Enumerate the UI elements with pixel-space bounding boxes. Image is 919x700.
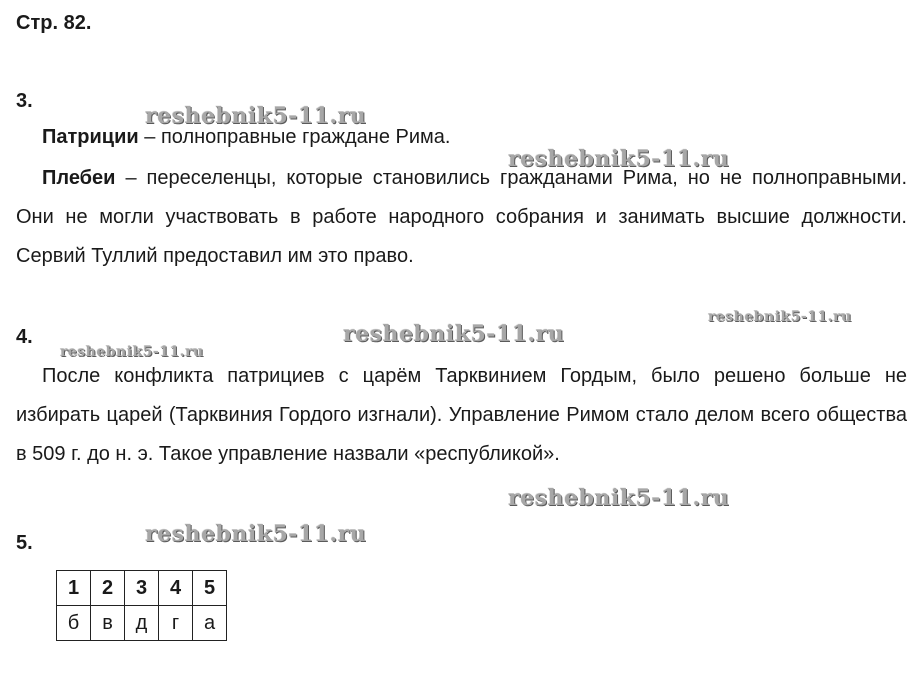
plebeians-term: Плебеи: [42, 167, 116, 189]
watermark: reshebnik5-11.ru: [508, 146, 730, 172]
task-3-plebeians: [16, 159, 907, 276]
answer-table-header-cell: 1: [57, 571, 91, 606]
task-3-number: 3.: [16, 90, 33, 112]
answer-table-header-cell: 5: [193, 571, 227, 606]
task-4-number: 4.: [16, 326, 33, 348]
page-header: Стр. 82.: [16, 12, 92, 34]
answer-table-header-row: [57, 571, 227, 606]
plebeians-definition: – переселенцы, которые становились гражданами Рима, но не полноправными. Они не могли участвовать в работе народного собрания и занимать высшие должности. Сервий Туллий предоставил им это право.: [16, 167, 907, 267]
answer-table-cell: г: [159, 606, 193, 641]
task-4-text: После конфликта патрициев с царём Тарквинием Гордым, было решено больше не избирать царей (Тарквиния Гордого изгнали). Управление Римом стало делом всего общества в 509 г. до н. э. Такое управление назвали «республикой».: [16, 365, 907, 465]
answer-table-cell: а: [193, 606, 227, 641]
watermark: reshebnik5-11.ru: [145, 103, 367, 129]
watermark: reshebnik5-11.ru: [60, 344, 204, 360]
answer-table-cell: б: [57, 606, 91, 641]
answer-table-header-cell: 4: [159, 571, 193, 606]
answer-table: [56, 570, 227, 641]
patricians-definition: – полноправные граждане Рима.: [138, 126, 451, 148]
answer-table-cell: д: [125, 606, 159, 641]
watermark: reshebnik5-11.ru: [343, 321, 565, 347]
task-5-number: 5.: [16, 532, 33, 554]
patricians-term: Патриции: [42, 126, 139, 148]
watermark: reshebnik5-11.ru: [145, 521, 367, 547]
answer-table-header-cell: 3: [125, 571, 159, 606]
answer-table-answer-row: [57, 606, 227, 641]
answer-table-cell: в: [91, 606, 125, 641]
watermark: reshebnik5-11.ru: [508, 485, 730, 511]
answer-table-header-cell: 2: [91, 571, 125, 606]
watermark: reshebnik5-11.ru: [708, 309, 852, 325]
